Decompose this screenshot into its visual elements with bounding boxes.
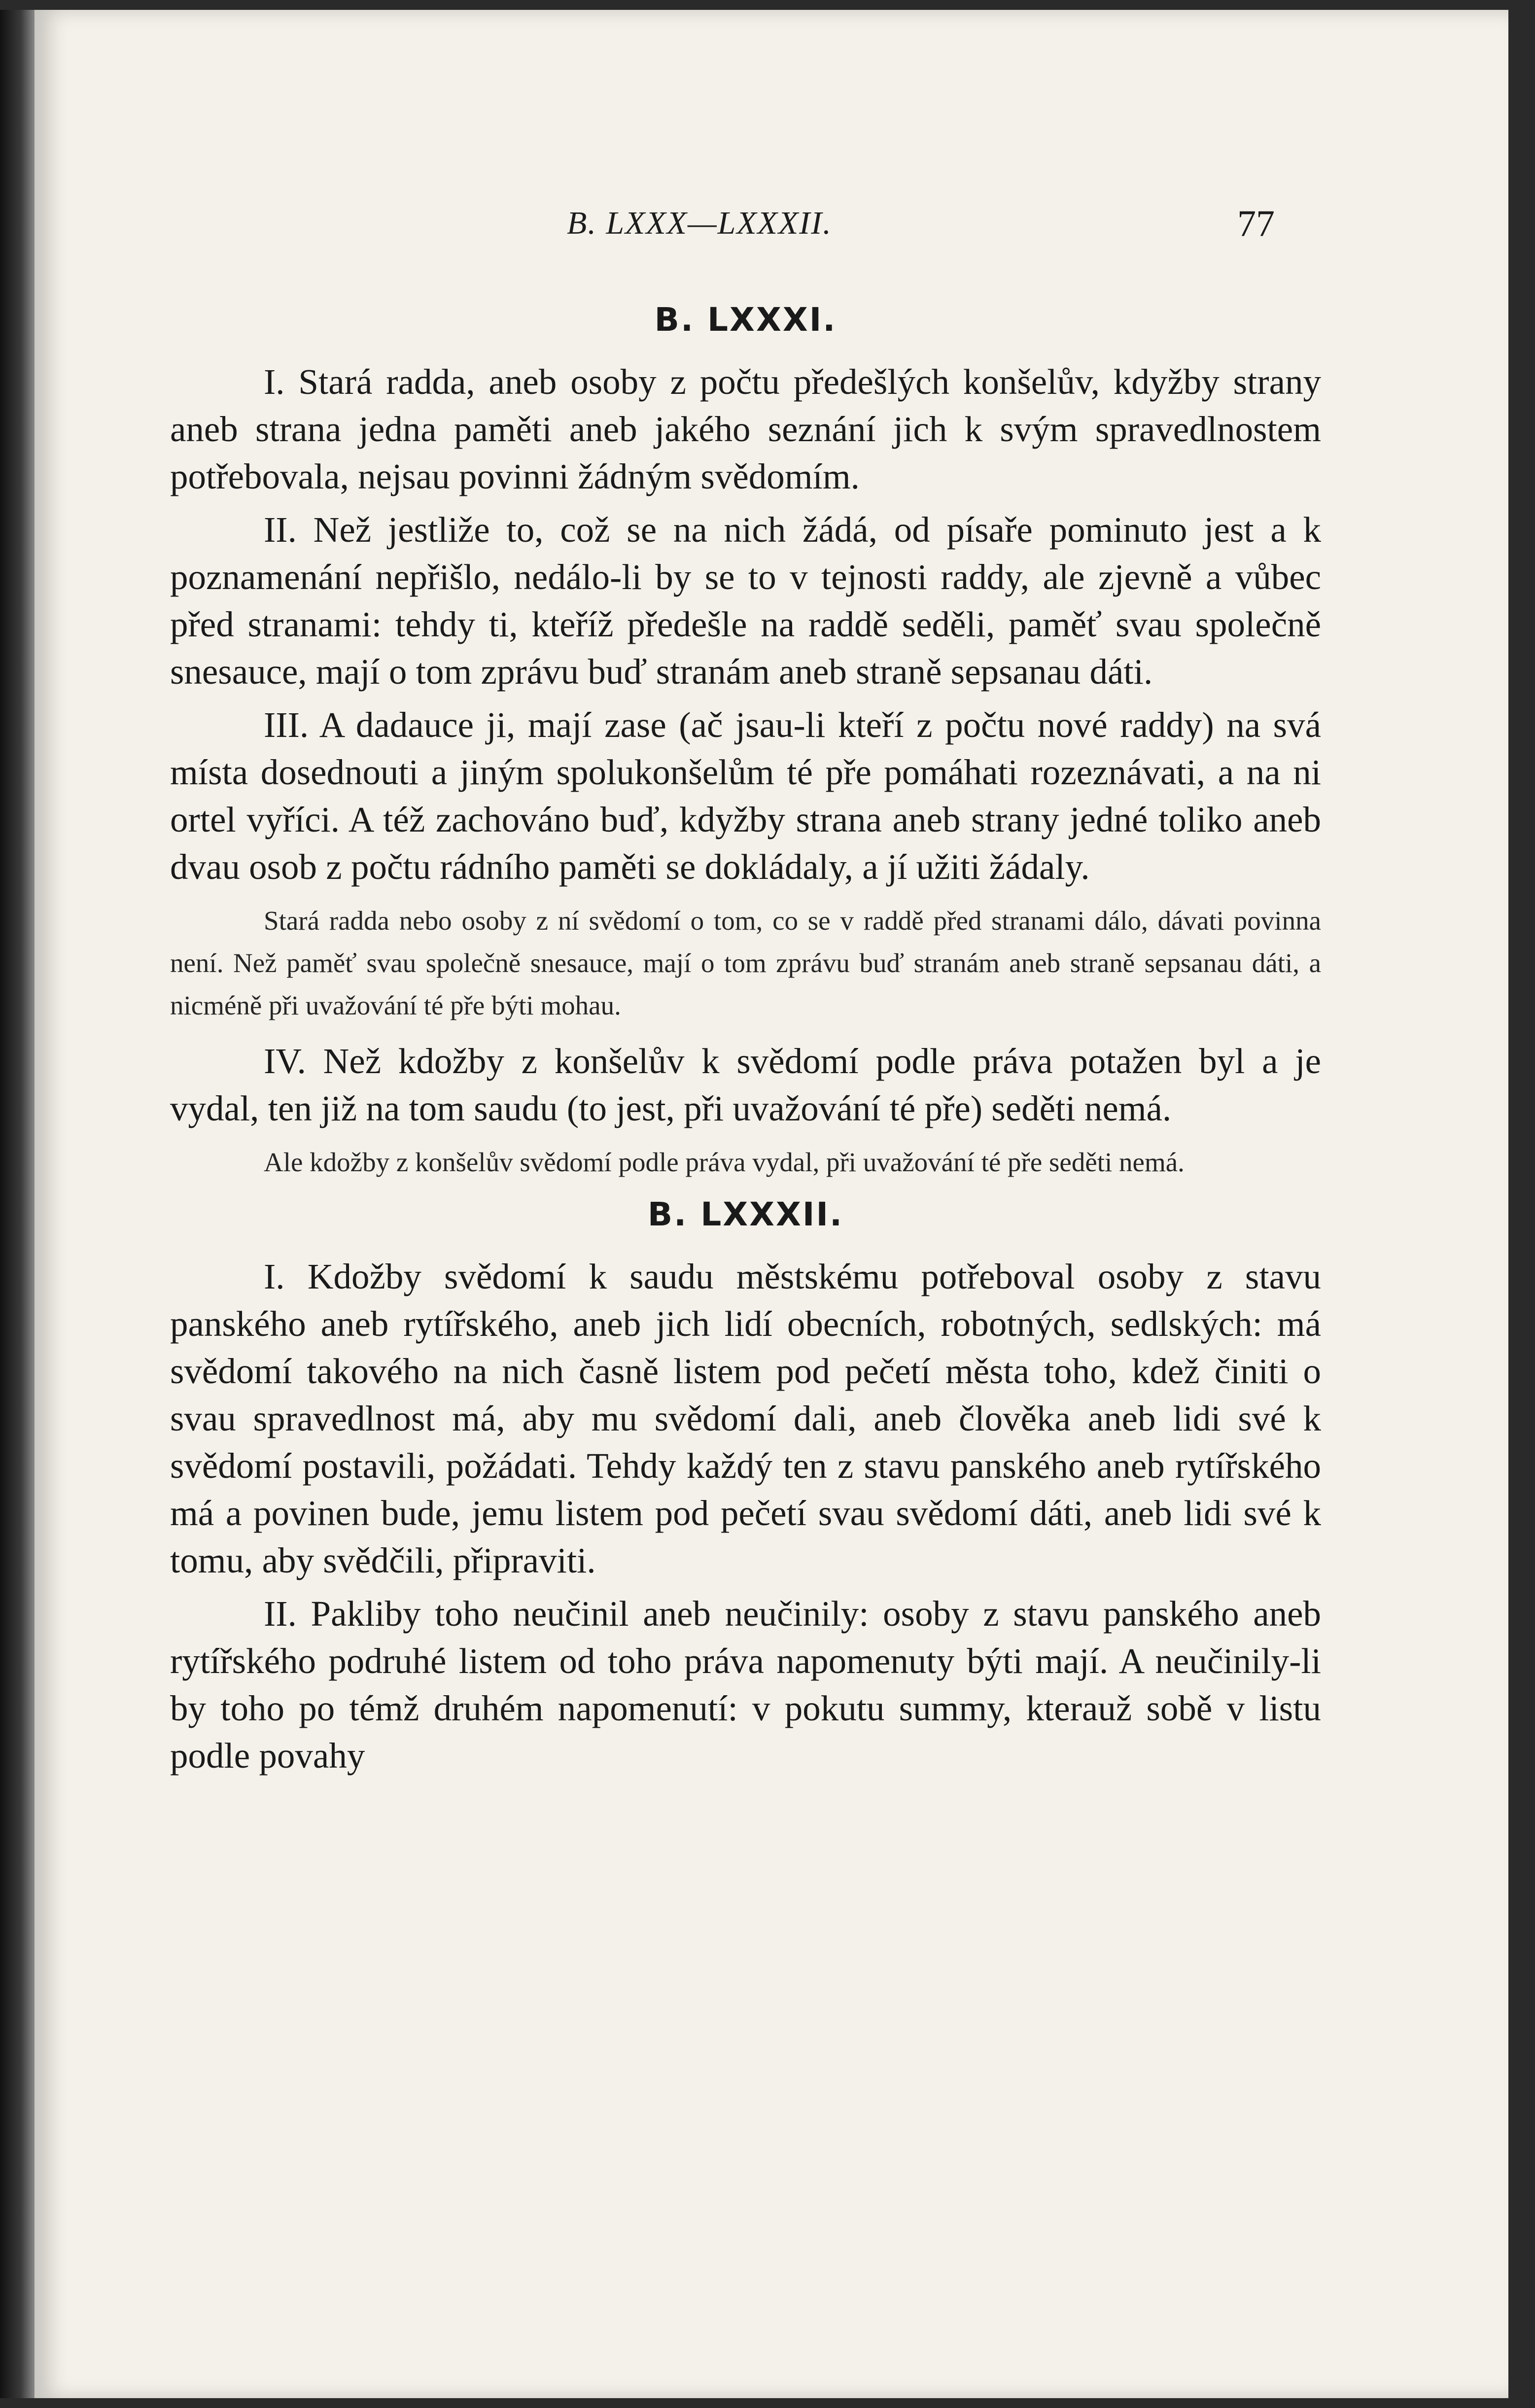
summary-note: Ale kdožby z konšelův svědomí podle práva vydal, při uvažování té pře seděti nemá. [264,1147,1185,1177]
page-body [170,301,1321,1780]
summary-note: Stará radda nebo osoby z ní svědomí o tom, co se v raddě před stranami dálo, dávati povinna není. Než paměť svau společně snesauce, mají o tom zprávu buď stranám aneb straně sepsanau dáti, a nicméně při uvažování té pře býti mohau. [170,906,1321,1020]
paragraph: I. Kdožby svědomí k saudu městskému potřeboval osoby z stavu panského aneb rytířského, aneb jich lidí obecních, robotných, sedlských: má svědomí takového na nich časně listem pod pečetí města toho, kdež činiti o svau spravedlnost má, aby mu svědomí dali, aneb člověka aneb lidi své k svědomí postavili, požádati. Tehdy každý ten z stavu panského aneb rytířského má a povinen bude, jemu listem pod pečetí svau svědomí dáti, aneb lidi své k tomu, aby svědčili, připraviti. [170,1256,1321,1580]
section-heading: B. LXXXII. [647,1195,844,1233]
paragraph: II. Než jestliže to, což se na nich žádá, od písaře pominuto jest a k poznamenání nepřišlo, nedálo-li by se to v tejnosti raddy, ale zjevně a vůbec před stranami: tehdy ti, kteříž předešle na raddě seděli, paměť svau společně snesauce, mají o tom zprávu buď stranám aneb straně sepsanau dáti. [170,510,1321,692]
paragraph: IV. Než kdožby z konšelův k svědomí podle práva potažen byl a je vydal, ten již na tom saudu (to jest, při uvažování té pře) seděti nemá. [170,1041,1321,1128]
paragraph: I. Stará radda, aneb osoby z počtu předešlých konšelův, kdyžby strany aneb strana jedna paměti aneb jakého seznání jich k svým spravedlnostem potřebovala, nejsau povinni žádným svědomím. [170,362,1321,496]
running-head: B. LXXX—LXXXII. [567,205,832,241]
paragraph: II. Pakliby toho neučinil aneb neučinily: osoby z stavu panského aneb rytířského podruhé listem od toho práva napomenuty býti mají. A neučinily-li by toho po témž druhém napomenutí: v pokutu summy, kterauž sobě v listu podle povahy [170,1594,1321,1776]
section-heading: B. LXXXI. [654,301,837,339]
book-spine-edge [0,10,35,2398]
page-header [35,205,1336,249]
paragraph: III. A dadauce ji, mají zase (ač jsau-li kteří z počtu nové raddy) na svá místa dosednouti a jiným spolukonšelům té pře pomáhati rozeznávati, a na ni ortel vyříci. A též zachováno buď, kdyžby strana aneb strany jedné toliko aneb dvau osob z počtu rádního paměti se dokládaly, a jí užiti žádaly. [170,705,1321,887]
page-number: 77 [1237,203,1275,244]
book-page [35,10,1508,2398]
